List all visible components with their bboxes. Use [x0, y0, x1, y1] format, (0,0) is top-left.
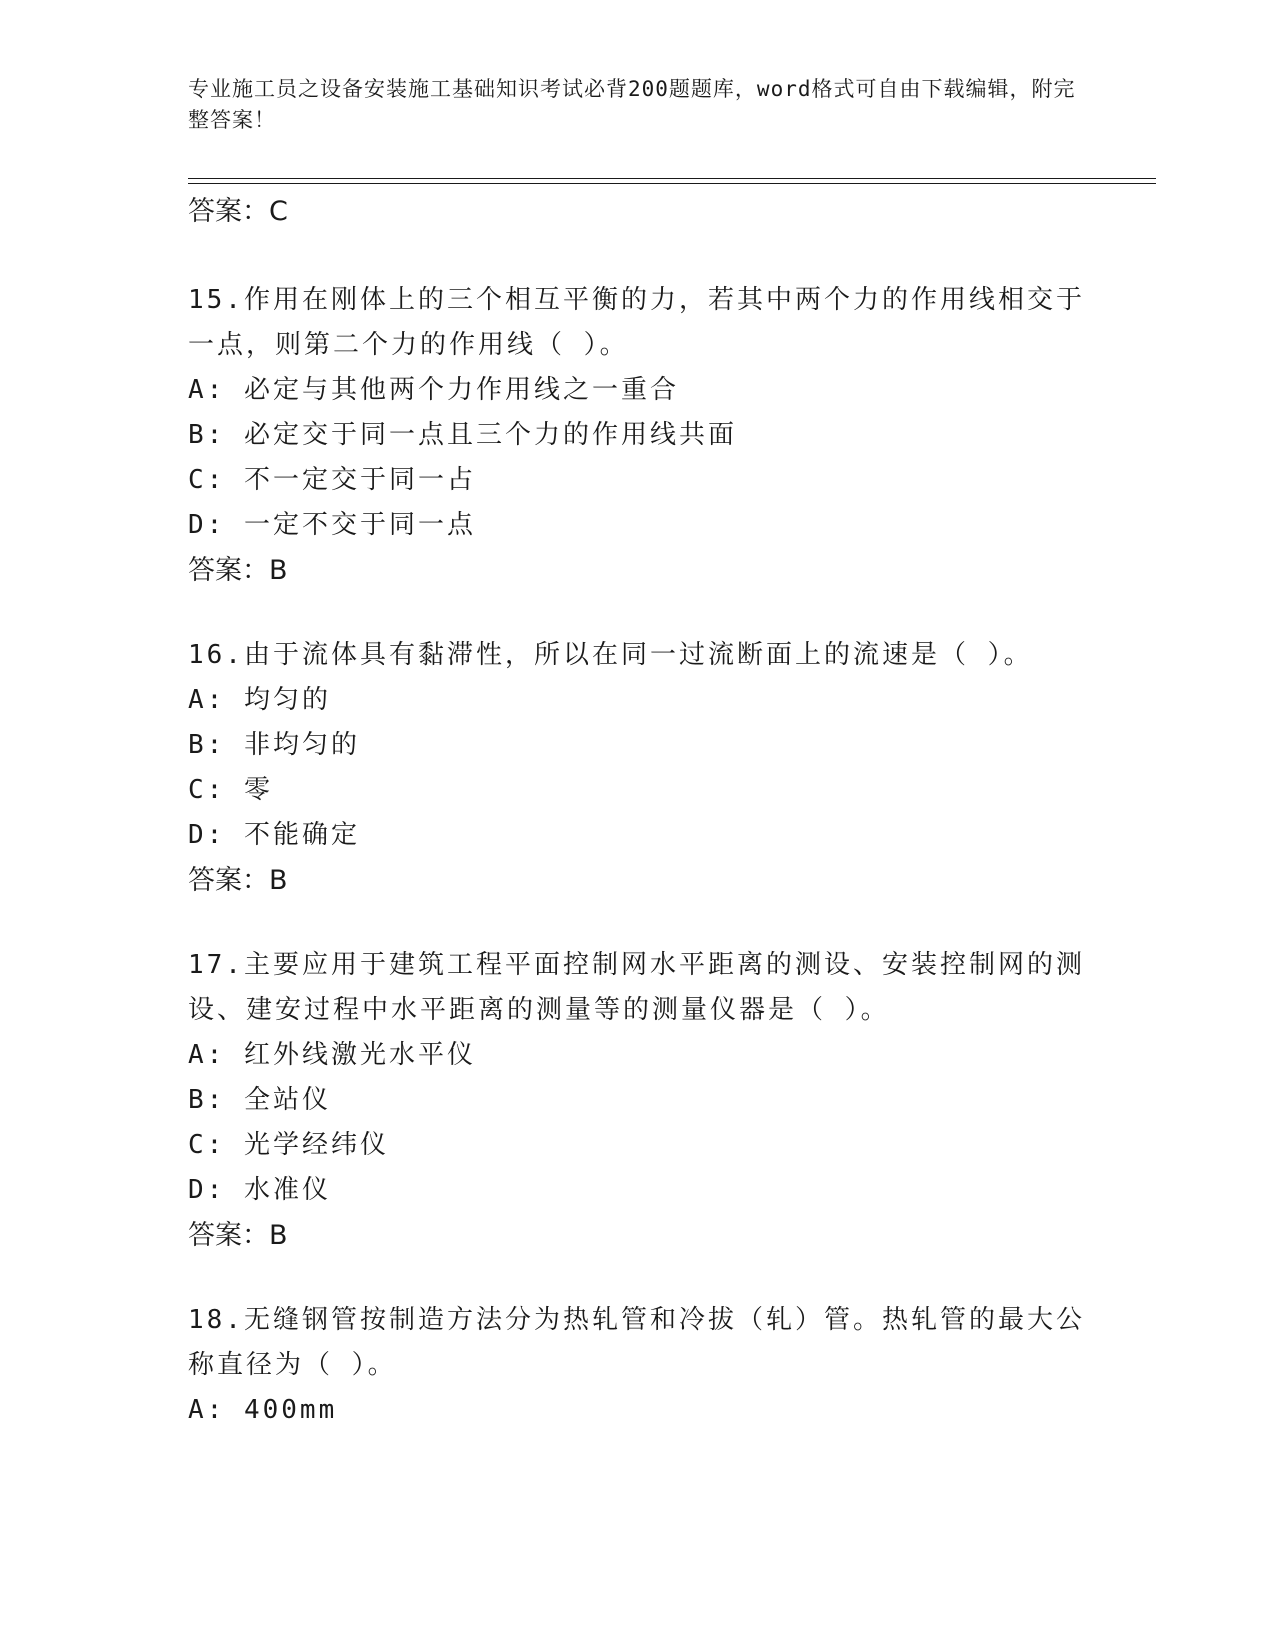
question-text: 15.作用在刚体上的三个相互平衡的力，若其中两个力的作用线相交于一点，则第二个力的作用线（ ）。	[188, 285, 1085, 360]
option-text: 均匀的	[243, 685, 331, 715]
option-letter: B	[188, 1085, 207, 1115]
option-letter: D	[188, 820, 207, 850]
option-separator: :	[206, 1175, 244, 1205]
option-b	[188, 413, 1088, 458]
option-separator: :	[206, 375, 244, 405]
answer-line: 答案：B	[188, 1220, 288, 1251]
option-letter: C	[188, 775, 207, 805]
option-text: 红外线激光水平仪	[243, 1040, 476, 1070]
option-letter: C	[188, 1130, 207, 1160]
option-letter: A	[188, 375, 207, 405]
option-c	[188, 458, 1088, 503]
option-separator: :	[206, 1395, 244, 1425]
option-separator: :	[206, 775, 244, 805]
option-text: 全站仪	[243, 1085, 331, 1115]
option-text: 光学经纬仪	[243, 1130, 389, 1160]
answer-line: 答案：B	[188, 555, 288, 586]
option-letter: A	[188, 685, 207, 715]
option-letter: B	[188, 420, 207, 450]
question-item	[188, 943, 1088, 1258]
option-text: 非均匀的	[243, 730, 360, 760]
option-a	[188, 1388, 1088, 1433]
option-letter: A	[188, 1040, 207, 1070]
option-text: 不一定交于同一占	[243, 465, 476, 495]
option-text: 400mm	[243, 1395, 338, 1425]
option-letter: D	[188, 1175, 207, 1205]
option-b	[188, 723, 1088, 768]
page-header: 专业施工员之设备安装施工基础知识考试必背200题题库，word格式可自由下载编辑，附完整答案！	[188, 77, 1076, 132]
question-text: 16.由于流体具有黏滞性，所以在同一过流断面上的流速是（ ）。	[188, 640, 1033, 670]
option-separator: :	[206, 465, 244, 495]
answer-line: 答案：B	[188, 865, 288, 896]
option-text: 一定不交于同一点	[243, 510, 476, 540]
option-text: 水准仪	[243, 1175, 331, 1205]
option-separator: :	[206, 1040, 244, 1070]
option-separator: :	[206, 730, 244, 760]
question-text: 17.主要应用于建筑工程平面控制网水平距离的测设、安装控制网的测设、建安过程中水平距离的测量等的测量仪器是（ ）。	[188, 950, 1085, 1025]
option-text: 必定交于同一点且三个力的作用线共面	[243, 420, 737, 450]
option-d	[188, 503, 1088, 548]
option-separator: :	[206, 510, 244, 540]
option-d	[188, 813, 1088, 858]
option-separator: :	[206, 1130, 244, 1160]
option-c	[188, 768, 1088, 813]
question-item	[188, 1298, 1088, 1433]
option-b	[188, 1078, 1088, 1123]
option-separator: :	[206, 820, 244, 850]
previous-answer: 答案：C	[188, 196, 288, 227]
option-letter: C	[188, 465, 207, 495]
option-text: 必定与其他两个力作用线之一重合	[243, 375, 679, 405]
header-rule-bottom	[188, 183, 1156, 184]
option-letter: A	[188, 1395, 207, 1425]
option-c	[188, 1123, 1088, 1168]
option-a	[188, 1033, 1088, 1078]
question-item	[188, 633, 1088, 903]
option-d	[188, 1168, 1088, 1213]
option-separator: :	[206, 420, 244, 450]
question-item	[188, 278, 1088, 593]
option-text: 零	[243, 775, 273, 805]
option-a	[188, 678, 1088, 723]
question-text: 18.无缝钢管按制造方法分为热轧管和冷拔（轧）管。热轧管的最大公称直径为（ ）。	[188, 1305, 1085, 1380]
option-separator: :	[206, 1085, 244, 1115]
question-list	[188, 278, 1088, 1473]
option-separator: :	[206, 685, 244, 715]
option-letter: B	[188, 730, 207, 760]
option-text: 不能确定	[243, 820, 360, 850]
option-a	[188, 368, 1088, 413]
option-letter: D	[188, 510, 207, 540]
header-rule-top	[188, 178, 1156, 179]
